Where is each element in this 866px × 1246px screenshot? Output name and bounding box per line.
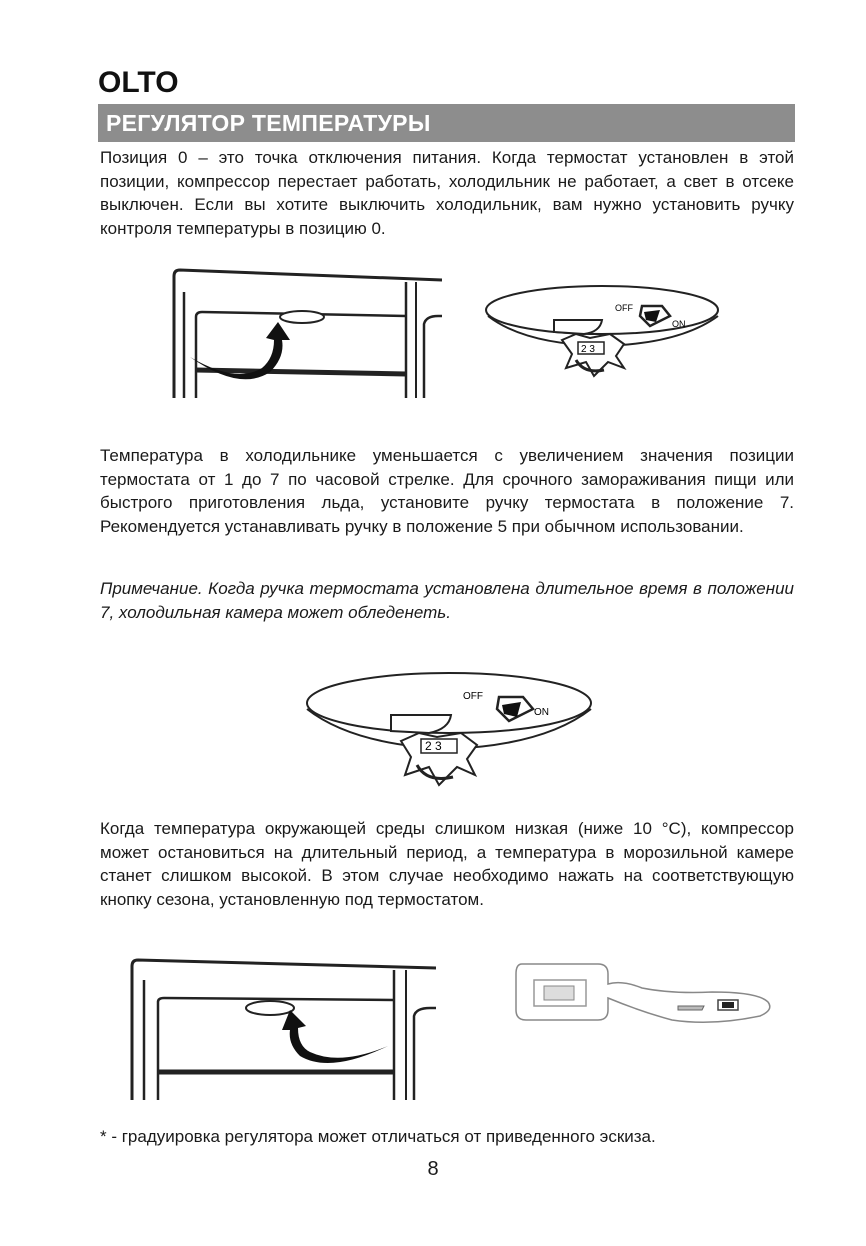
switch-on-label: ON [534, 707, 549, 718]
brand-logo: OLTO [98, 66, 179, 99]
paragraph-temperature-positions: Температура в холодильнике уменьшается с увеличением значения позиции термостата от 1 до 7 по часовой стрелке. Для срочного замораживания пищи или быстрого приготовления льда, установите ручку термостата в положение 7. Рекомендуется устанавливать ручку в положение 5 при обычном использовании. [100, 446, 794, 536]
footnote: * - градуировка регулятора может отличаться от приведенного эскиза. [100, 1127, 656, 1146]
thermostat-dial-illustration-large [303, 669, 595, 797]
fridge-interior-season-illustration [130, 954, 436, 1100]
page-number: 8 [427, 1158, 439, 1180]
dial-scale-label: 2 3 [425, 739, 442, 753]
fridge-interior-illustration [170, 262, 442, 398]
dial-scale-label: 2 3 [581, 344, 595, 355]
paragraph-season-button: Когда температура окружающей среды слишком низкая (ниже 10 °C), компрессор может остановиться на длительный период, а температура в морозильной камере станет слишком высокой. В этом случае необходимо нажать на соответствующую кнопку сезона, установленную под термостатом. [100, 819, 794, 909]
switch-on-label: ON [672, 319, 686, 329]
paragraph-power-off: Позиция 0 – это точка отключения питания. Когда термостат установлен в этой позиции, компрессор перестает работать, холодильник не работает, а свет в отсеке выключен. Если вы хотите выключить холодильник, вам нужно установить ручку контроля температуры в позицию 0. [100, 148, 794, 238]
switch-off-label: OFF [615, 303, 633, 313]
season-button-detail-illustration [512, 958, 776, 1028]
switch-off-label: OFF [463, 691, 483, 702]
thermostat-dial-illustration [484, 284, 724, 380]
paragraph-note: Примечание. Когда ручка термостата установлена длительное время в положении 7, холодильная камера может обледенеть. [100, 579, 794, 622]
section-banner [98, 104, 795, 142]
section-title: РЕГУЛЯТОР ТЕМПЕРАТУРЫ [106, 110, 431, 136]
